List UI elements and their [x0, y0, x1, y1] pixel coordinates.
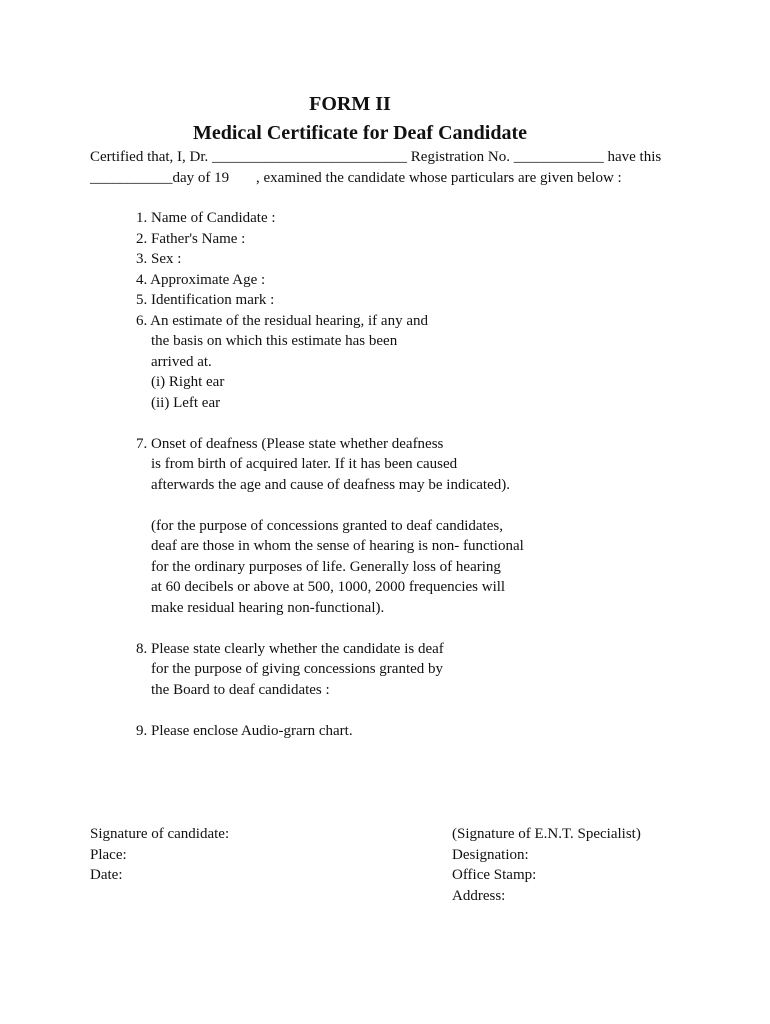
candidate-signature-label: Signature of candidate:	[90, 826, 230, 842]
form-number-heading: FORM II	[309, 93, 391, 115]
note-line-2: deaf are those in whom the sense of hearing is non- functional	[151, 538, 524, 554]
intro-line-2-prefix: ___________day of 19	[90, 170, 230, 186]
item-residual-hearing-line-1: 6. An estimate of the residual hearing, if any and	[136, 313, 428, 329]
item-name-of-candidate: 1. Name of Candidate :	[136, 210, 276, 226]
item-approximate-age: 4. Approximate Age :	[136, 272, 266, 288]
item-audiogram-note: 9. Please enclose Audio-grarn chart.	[136, 723, 353, 739]
designation-label: Designation:	[452, 847, 529, 863]
item-deaf-statement-line-2: for the purpose of giving concessions granted by	[151, 661, 444, 677]
note-line-5: make residual hearing non-functional).	[151, 600, 385, 616]
item-fathers-name: 2. Father's Name :	[136, 231, 246, 247]
item-identification-mark: 5. Identification mark :	[136, 292, 275, 308]
item-residual-hearing-line-2: the basis on which this estimate has been	[151, 333, 398, 349]
specialist-signature-label: (Signature of E.N.T. Specialist)	[452, 826, 641, 842]
item-onset-line-2: is from birth of acquired later. If it has been caused	[151, 456, 458, 472]
item-deaf-statement-line-3: the Board to deaf candidates :	[151, 682, 330, 698]
item-residual-hearing-line-3: arrived at.	[151, 354, 212, 370]
item-onset-line-3: afterwards the age and cause of deafness may be indicated).	[151, 477, 510, 493]
note-line-3: for the ordinary purposes of life. Generally loss of hearing	[151, 559, 501, 575]
intro-line-2-suffix: , examined the candidate whose particulars are given below :	[256, 170, 622, 186]
note-line-1: (for the purpose of concessions granted to deaf candidates,	[151, 518, 503, 534]
item-right-ear: (i) Right ear	[151, 374, 225, 390]
item-left-ear: (ii) Left ear	[151, 395, 221, 411]
address-label: Address:	[452, 888, 506, 904]
item-onset-line-1: 7. Onset of deafness (Please state whether deafness	[136, 436, 444, 452]
date-label: Date:	[90, 867, 123, 883]
certificate-title: Medical Certificate for Deaf Candidate	[193, 122, 527, 144]
office-stamp-label: Office Stamp:	[452, 867, 537, 883]
note-line-4: at 60 decibels or above at 500, 1000, 2000 frequencies will	[151, 579, 506, 595]
item-deaf-statement-line-1: 8. Please state clearly whether the candidate is deaf	[136, 641, 444, 657]
item-sex: 3. Sex :	[136, 251, 182, 267]
intro-line-1: Certified that, I, Dr. __________________________ Registration No. ____________ have this	[90, 149, 662, 165]
place-label: Place:	[90, 847, 127, 863]
